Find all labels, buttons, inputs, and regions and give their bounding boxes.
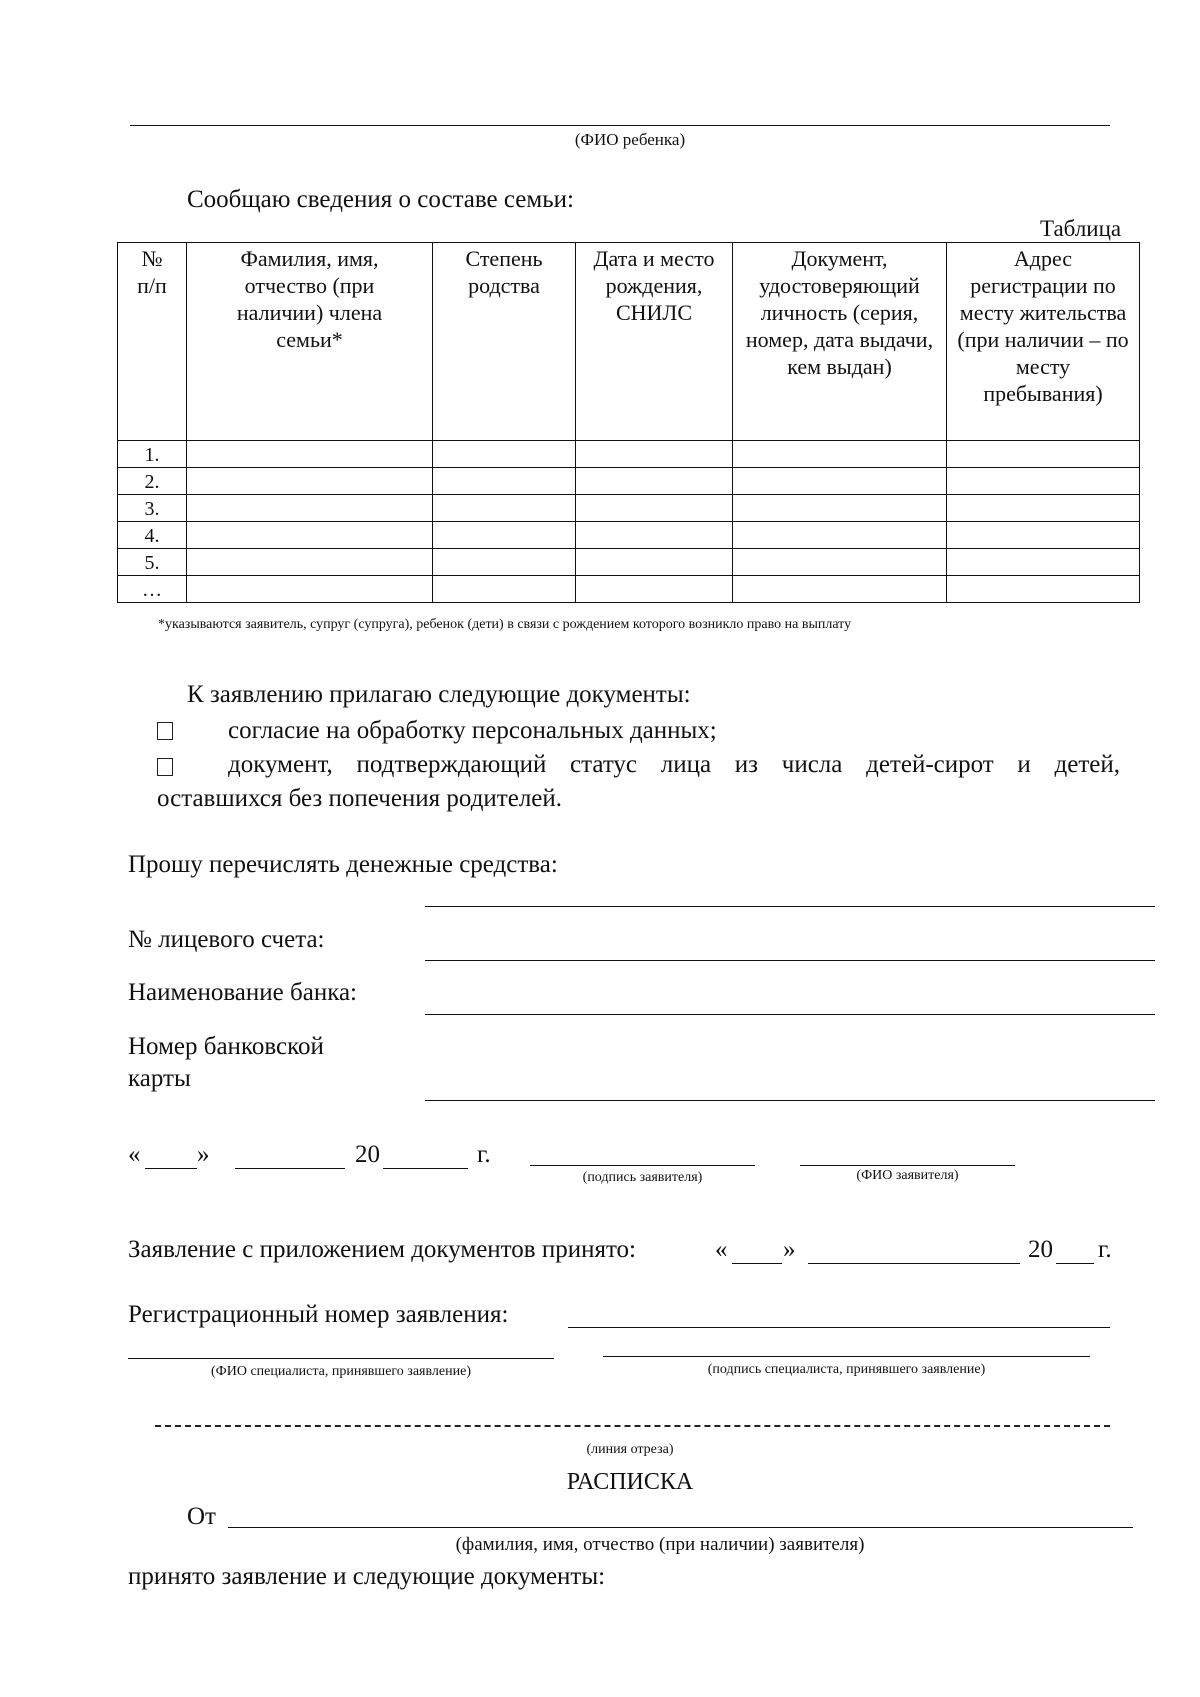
header-address: Адрес регистрации по месту жительства (при наличии – по месту пребывания) (947, 243, 1140, 441)
specialist-name-caption: (ФИО специалиста, принявшего заявление) (211, 1364, 471, 1379)
table-cell[interactable] (947, 441, 1140, 468)
card-label-cont: карты (128, 1065, 191, 1092)
family-intro: Сообщаю сведения о составе семьи: (187, 186, 574, 213)
acceptance-day-field[interactable] (732, 1263, 782, 1264)
acceptance-year-prefix: 20 (1028, 1236, 1053, 1263)
card-label: Номер банковской (128, 1033, 324, 1060)
table-cell[interactable] (187, 576, 433, 603)
date-year-prefix: 20 (355, 1141, 380, 1168)
applicant-signature-field[interactable] (530, 1165, 755, 1166)
table-cell[interactable] (576, 549, 733, 576)
specialist-signature-caption: (подпись специалиста, принявшего заявление) (707, 1362, 986, 1377)
account-number-field[interactable] (425, 960, 1155, 961)
header-relation: Степень родства (433, 243, 576, 441)
acceptance-year-field[interactable] (1056, 1263, 1094, 1264)
orphan-status-checkbox[interactable] (157, 758, 173, 776)
table-cell[interactable] (433, 576, 576, 603)
date-close-quote: » (197, 1141, 210, 1168)
table-cell[interactable] (433, 468, 576, 495)
child-name-field[interactable] (130, 125, 1110, 126)
table-cell[interactable] (733, 549, 947, 576)
date-open-quote: « (128, 1141, 141, 1168)
table-cell[interactable] (947, 576, 1140, 603)
date-month-field[interactable] (235, 1168, 345, 1169)
date-year-field[interactable] (383, 1168, 468, 1169)
header-birth: Дата и место рождения, СНИЛС (576, 243, 733, 441)
acceptance-year-suffix: г. (1098, 1236, 1112, 1263)
header-document: Документ, удостоверяющий личность (серия, номер, дата выдачи, кем выдан) (733, 243, 947, 441)
cut-line-caption: (линия отреза) (586, 1442, 674, 1457)
table-row (118, 522, 1140, 549)
table-cell[interactable] (187, 495, 433, 522)
payment-intro: Прошу перечислять денежные средства: (128, 851, 558, 878)
header-number: № п/п (118, 243, 187, 441)
registration-label: Регистрационный номер заявления: (128, 1301, 509, 1328)
table-cell[interactable] (433, 522, 576, 549)
table-cell[interactable] (576, 522, 733, 549)
table-cell[interactable] (576, 495, 733, 522)
bank-name-field[interactable] (425, 1014, 1155, 1015)
cut-line (155, 1425, 1110, 1427)
applicant-name-caption: (ФИО заявителя) (856, 1168, 959, 1183)
card-number-field[interactable] (425, 1100, 1155, 1101)
table-cell[interactable] (947, 549, 1140, 576)
table-cell[interactable] (187, 522, 433, 549)
attachment-item-status: документ, подтверждающий статус лица из числа детей-сирот и детей, (228, 751, 1120, 778)
table-row (118, 495, 1140, 522)
child-name-caption: (ФИО ребенка) (574, 130, 686, 149)
acceptance-open-quote: « (715, 1236, 728, 1263)
payment-line[interactable] (425, 906, 1155, 907)
table-cell[interactable] (576, 441, 733, 468)
date-day-field[interactable] (145, 1168, 197, 1169)
attachment-item-consent: согласие на обработку персональных данных; (228, 717, 717, 744)
table-cell[interactable] (576, 576, 733, 603)
table-cell[interactable] (947, 468, 1140, 495)
table-row (118, 549, 1140, 576)
receipt-from-field[interactable] (228, 1527, 1133, 1528)
table-caption: Таблица (1040, 216, 1122, 241)
row-number: … (118, 576, 187, 603)
bank-label: Наименование банка: (128, 979, 358, 1006)
row-number: 2. (118, 468, 187, 495)
table-row (118, 468, 1140, 495)
acceptance-text: Заявление с приложением документов принято: (128, 1236, 636, 1263)
table-cell[interactable] (187, 549, 433, 576)
acceptance-month-field[interactable] (808, 1263, 1020, 1264)
receipt-title: РАСПИСКА (566, 1469, 694, 1495)
table-cell[interactable] (733, 522, 947, 549)
table-cell[interactable] (733, 576, 947, 603)
table-cell[interactable] (433, 441, 576, 468)
table-cell[interactable] (576, 468, 733, 495)
consent-checkbox[interactable] (157, 722, 173, 740)
date-year-suffix: г. (477, 1141, 491, 1168)
applicant-signature-caption: (подпись заявителя) (582, 1170, 703, 1185)
row-number: 4. (118, 522, 187, 549)
receipt-accepted-text: принято заявление и следующие документы: (128, 1563, 606, 1590)
table-cell[interactable] (187, 468, 433, 495)
attachment-item-status-cont: оставшихся без попечения родителей. (157, 785, 563, 812)
table-cell[interactable] (733, 441, 947, 468)
family-table (117, 242, 1140, 603)
specialist-signature-field[interactable] (603, 1356, 1090, 1357)
table-cell[interactable] (733, 495, 947, 522)
table-cell[interactable] (947, 495, 1140, 522)
specialist-name-field[interactable] (128, 1358, 554, 1359)
table-cell[interactable] (947, 522, 1140, 549)
attachments-intro: К заявлению прилагаю следующие документы: (187, 681, 691, 708)
table-cell[interactable] (733, 468, 947, 495)
row-number: 1. (118, 441, 187, 468)
table-footnote: *указываются заявитель, супруг (супруга), ребенок (дети) в связи с рождением которого возникло право на выплату (158, 617, 852, 632)
receipt-from-caption: (фамилия, имя, отчество (при наличии) заявителя) (455, 1534, 865, 1555)
table-cell[interactable] (433, 495, 576, 522)
table-row (118, 441, 1140, 468)
row-number: 3. (118, 495, 187, 522)
receipt-from-label: От (187, 1503, 216, 1530)
registration-number-field[interactable] (568, 1327, 1110, 1328)
acceptance-close-quote: » (783, 1236, 796, 1263)
account-label: № лицевого счета: (128, 926, 325, 953)
applicant-name-field[interactable] (800, 1165, 1015, 1166)
row-number: 5. (118, 549, 187, 576)
header-name: Фамилия, имя, отчество (при наличии) члена семьи* (187, 243, 433, 441)
table-cell[interactable] (433, 549, 576, 576)
table-row (118, 576, 1140, 603)
table-cell[interactable] (187, 441, 433, 468)
